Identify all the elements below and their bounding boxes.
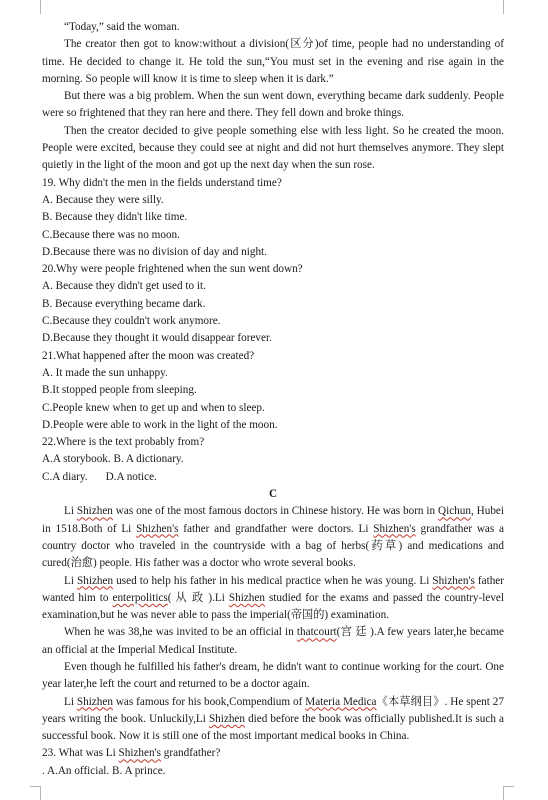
- section-c-label: C: [268, 488, 278, 501]
- question-19-stem: 19. Why didn't the men in the fields understand time?: [42, 176, 282, 189]
- question-22-option-d: D.A notice.: [105, 470, 157, 483]
- spellcheck-word: Shizhen's: [432, 574, 475, 587]
- passage-b-paragraph: But there was a big problem. When the sun went down, everything became dark suddenly. People were so frightened that they ran here and there. They fell down and broke things.: [42, 90, 504, 120]
- text-run: ( 从 政 ).Li: [167, 591, 229, 604]
- question-20-option: A. Because they didn't get used to it.: [42, 280, 206, 293]
- text-run: Li: [64, 695, 77, 708]
- passage-c-paragraph: [42, 694, 504, 746]
- text-run: Li: [64, 505, 77, 518]
- question-20-option: C.Because they couldn't work anymore.: [42, 315, 221, 328]
- question-21-option: C.People knew when to get up and when to sleep.: [42, 401, 265, 414]
- text-run: (宫 廷 ).A few years later,he became an official at the Imperial Medical Institute.: [42, 626, 504, 656]
- spellcheck-word: enterpolitics: [112, 591, 168, 604]
- question-22-stem: 22.Where is the text probably from?: [42, 436, 205, 449]
- spellcheck-word: Shizhen: [228, 591, 265, 604]
- spellcheck-word: Materia Medica: [305, 695, 377, 708]
- question-22-options-cd: [42, 469, 504, 486]
- spellcheck-word: Shizhen's: [136, 522, 179, 535]
- spellcheck-word: thatcourt: [296, 626, 337, 639]
- text-run: died before the book was officially published.It is such a successful book. Now it is still one of the most important medical books in China.: [42, 712, 504, 743]
- text-run: studied for the exams and passed the country-level examination,but he was never able to pass the imperial(帝国的) examination.: [42, 591, 504, 622]
- passage-b-paragraph: Then the creator decided to give people something else with less light. So he created the moon. People were excited, because they could see at night and did not hurt themselves anymore. They slept quietly in the light of the moon and got up the next day when the sun rose.: [42, 124, 504, 172]
- text-run: used to help his father in his medical practice when he was young. Li: [113, 574, 433, 587]
- text-run: was one of the most famous doctors in Chinese history. He was born in: [112, 505, 439, 518]
- question-19-option: C.Because there was no moon.: [42, 228, 180, 241]
- text-run: Li: [64, 574, 78, 587]
- question-21-option: D.People were able to work in the light of the moon.: [42, 418, 278, 431]
- passage-c-paragraph: [42, 573, 504, 625]
- text-run: grandfather was a country doctor who traveled in the countryside with a bag of herbs(药草) and medications and cured(治愈) people. His father was a doctor who wrote several books.: [42, 522, 504, 570]
- page-corner-mark: [503, 0, 514, 14]
- text-run: father and grandfather were doctors. Li: [178, 522, 374, 535]
- spellcheck-word: Shizhen's: [118, 747, 161, 760]
- passage-c-paragraph: Even though he fulfilled his father's dream, he didn't want to continue working for the court. One year later,he left the court and returned to be a doctor again.: [42, 660, 504, 691]
- question-20-option: B. Because everything became dark.: [42, 297, 206, 310]
- text-run: grandfather?: [160, 747, 221, 760]
- question-21-option: A. It made the sun unhappy.: [42, 366, 168, 379]
- question-23-stem: [42, 745, 504, 762]
- passage-c-paragraph: [42, 624, 504, 659]
- question-20-stem: 20.Why were people frightened when the sun went down?: [42, 263, 303, 276]
- question-22-option-c: C.A diary.: [42, 470, 88, 483]
- spellcheck-word: Qichun: [438, 505, 471, 518]
- text-run: 23. What was Li: [42, 747, 119, 760]
- question-21-stem: 21.What happened after the moon was created?: [42, 349, 255, 362]
- text-run: father wanted him to: [42, 574, 504, 604]
- page-corner-mark: [503, 786, 514, 800]
- text-run: was famous for his book,Compendium of: [112, 695, 306, 708]
- question-19-option: D.Because there was no division of day and night.: [42, 245, 267, 258]
- document-page: [42, 19, 504, 780]
- question-19-option: A. Because they were silly.: [42, 193, 164, 206]
- text-run: When he was 38,he was invited to be an official in: [64, 626, 297, 639]
- question-22-options-ab: A.A storybook. B. A dictionary.: [42, 453, 184, 466]
- passage-b-paragraph: “Today,” said the woman.: [64, 21, 180, 33]
- question-21-option: B.It stopped people from sleeping.: [42, 384, 197, 397]
- text-run: , Hubei in 1518.Both of Li: [42, 505, 504, 535]
- page-corner-mark: [30, 0, 41, 14]
- passage-b-paragraph: The creator then got to know:without a division(区分)of time, people had no understanding of time. He decided to change it. He told the sun,“You must set in the evening and rise again in the morning. So people will know it is time to sleep when it is dark.”: [42, 38, 504, 85]
- question-19-option: B. Because they didn't like time.: [42, 211, 188, 224]
- question-20-option: D.Because they thought it would disappear forever.: [42, 332, 272, 345]
- spellcheck-word: Shizhen: [76, 695, 113, 708]
- passage-c-paragraph: [42, 503, 504, 572]
- spellcheck-word: Shizhen's: [373, 522, 416, 535]
- question-23-options: . A.An official. B. A prince.: [42, 764, 166, 777]
- text-run: 《本草纲目》. He spent 27 years writing the book. Unluckily,Li: [42, 695, 504, 725]
- spellcheck-word: Shizhen: [77, 574, 114, 587]
- spellcheck-word: Shizhen: [208, 712, 245, 725]
- spellcheck-word: Shizhen: [76, 505, 113, 518]
- page-corner-mark: [30, 786, 41, 800]
